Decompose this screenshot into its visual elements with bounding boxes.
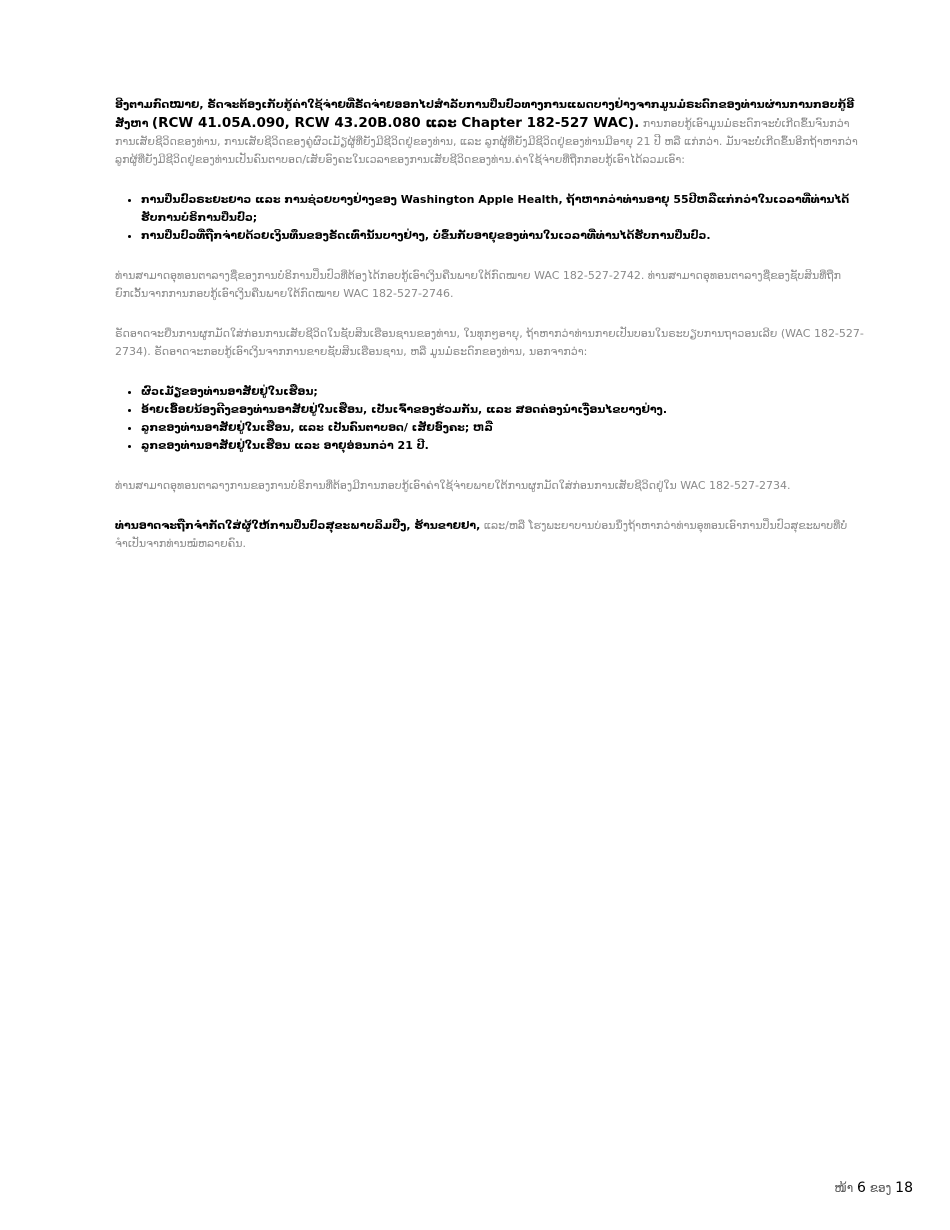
document-body [115,96,865,575]
provider-restriction-details: ແລະ/ຫລື ໂຮງພະຍາບານບ່ອນນຶ່ງຖ້າຫາກວ່າທ່ານອຸທອນເອົາການປິ່ນປົວສຸຂະພາບທີ່ບໍ່ຈຳເປັນຈາກທ່ານໝໍຫລາຍຄົນ. [115,519,848,550]
lien-services-paragraph: ທ່ານສາມາດອຸທອນຕາລາງການຂອງການບໍຣິການທີ່ຕ້ອງມີການກອບກູ້ເອົາຄ່າໃຊ້ຈ່າຍພາຍໃຕ້ການຜູກມັດໃສ່ກ່ອນການເສັຍຊີວິດຢູ່ໃນ WAC 182-527-2734. [115,479,791,492]
estate-recovery-paragraph [115,96,865,169]
lien-exceptions-list [115,383,865,455]
provider-restriction-lead: ທ່ານອາດຈະຖືກຈຳກັດໃສ່ຜູ້ໃຫ້ການປິ່ນປົວສຸຂະພາບລິມປືງ, ຮ້ານຂາຍຢາ, [115,519,481,532]
estate-recovery-details: ການກອບກູ້ເອົາມູນມໍຣະດົກຈະບໍ່ເກີດຂຶ້ນຈົນກວ່າການເສັຍຊີວິດຂອງທ່ານ, ການເສັຍຊີວິດຂອງຄູ່ຜົວເມັຽຜູ້ທີ່ຍັງມີຊີວິດຢູ່ຂອງທ່ານ, ແລະ ລູກຜູ້ທີ່ຍັງມີຊີວິດຢູ່ຂອງທ່ານມີອາຍຸ 21 ປີ ຫລື ແກ່ກວ່າ. ມັນຈະບໍ່ເກີດຂຶ້ນອີກຖ້າຫາກວ່າລູກຜູ້ທີ່ຍັງມີຊີວິດຢູ່ຂອງທ່ານເປັນຄົນຕາບອດ/ເສັຍອົງຄະໃນເວລາຂອງການເສັຍຊີວິດຂອງທ່ານ.ຄ່າໃຊ້ຈ່າຍທີ່ຖືກກອບກູ້ເອົາໄດ້ລວມເອົາ: [115,117,858,166]
provider-restriction-paragraph [115,517,865,553]
list-item: • ຜົວເມັຽຂອງທ່ານອາສັຍຢູ່ໃນເຮືອນ; [141,383,865,401]
list-item: • ການປິ່ນປົວຣະຍະຍາວ ແລະ ການຊ່ວຍບາງຢ່າງຂອງ Washington Apple Health, ຖ້າຫາກວ່າທ່ານອາຍຸ 55ປີຫລືແກ່ກວ່າໃນເວລາທີ່ທ່ານໄດ້ຮັບການບໍຣິການປິ່ນປົວ; [141,191,865,227]
list-item: • ການປິ່ນປົວທີ່ຖືກຈ່າຍດ້ວຍເງິນທຶນຂອງຣັດເທົ່ານັ້ນບາງຢ່າງ, ບໍ່ຂຶ້ນກັບອາຍຸຂອງທ່ານໃນເວລາທີ່ທ່ານໄດ້ຮັບການປິ່ນປົວ. [141,227,865,245]
estate-recovery-citation: (RCW 41.05A.090, RCW 43.20B.080 ແລະ Chapter 182-527 WAC). [151,115,640,131]
page-prefix: ໜ້າ [834,1181,854,1195]
list-item: • ລູກຂອງທ່ານອາສັຍຢູ່ໃນເຮືອນ, ແລະ ເປັນຄົນຕາບອດ/ ເສັຍອົງຄະ; ຫລື [141,419,865,437]
appeal-paragraph: ທ່ານສາມາດອຸທອນຕາລາງຊື່ຂອງການບໍຣິການປິ່ນປົວທີ່ຕ້ອງໄດ້ກອບກູ້ເອົາເງິນຄືນພາຍໃຕ້ກົດໝາຍ WAC 182-527-2742. ທ່ານສາມາດອຸທອນຕາລາງຊື່ຂອງຊັບສິນທີ່ຖືກຍົກເວັ້ນຈາກການກອບກູ້ເອົາເງິນຄືນພາຍໃຕ້ກົດໝາຍ WAC 182-527-2746. [115,269,841,300]
list-item: • ລູກຂອງທ່ານອາສັຍຢູ່ໃນເຮືອນ ແລະ ອາຍຸອ່ອນກວ່າ 21 ປີ. [141,437,865,455]
list-item: • ອ້າຍເອື້ອຍນ້ອງຄີງຂອງທ່ານອາສັຍຢູ່ໃນເຮືອນ, ເປັນເຈົ້າຂອງຮ່ວມກັນ, ແລະ ສອດຄ່ອງນຳເງື່ອນໄຂບາງຢ່າງ. [141,401,865,419]
page-number [834,1180,913,1196]
current-page: 6 [857,1180,866,1196]
page-of: ຂອງ [869,1181,892,1195]
recoverable-costs-list [115,191,865,245]
lien-paragraph: ຣັດອາດຈະຍື່ນການຜູກມັດໃສ່ກ່ອນການເສັຍຊີວິດໃນຊັບສິນເຮືອນຊານຂອງທ່ານ, ໃນທຸກໆອາຍຸ, ຖ້າຫາກວ່າທ່ານກາຍເປັນບອນໃນຣະບຽບການຖາວອນເລີຍ (WAC 182-527-2734). ຣັດອາດຈະກອບກູ້ເອົາເງິນຈາກການຂາຍຊັບສິນເຮືອນຊານ, ຫລື ມູນມໍຣະດົກຂອງທ່ານ, ນອກຈາກວ່າ: [115,327,864,358]
total-pages: 18 [895,1180,913,1196]
estate-recovery-lead: ອີງຕາມກົດໝາຍ, ຣັດຈະຕ້ອງເກັບກູ້ຄ່າໃຊ້ຈ່າຍທີ່ຣັດຈ່າຍອອກໄປສຳລັບການປິ່ນປົວທາງການແພດບາງຢ່າງຈາກມູນມໍຣະດົກຂອງທ່ານຜ່ານການກອບກູ້ອີສັງຫາ [115,98,855,130]
